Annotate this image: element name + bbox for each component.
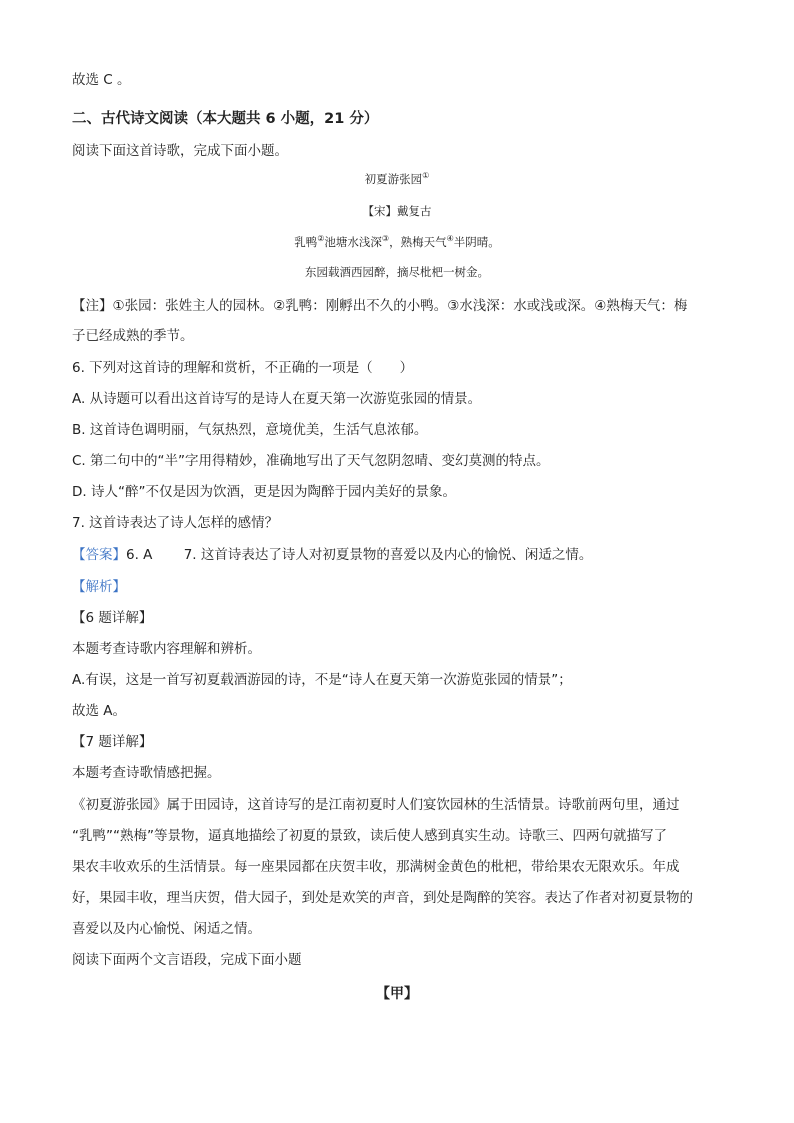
detail-6-line-2: A.有误，这是一首写初夏载酒游园的诗，不是“诗人在夏天第一次游览张园的情景”； — [72, 672, 572, 688]
detail-7-paragraph-3: 果农丰收欢乐的生活情景。每一座果园都在庆贺丰收，那满树金黄色的枇杷，带给果农无限欢乐。年成 — [72, 859, 680, 875]
question-6-stem: 6. 下列对这首诗的理解和赏析，不正确的一项是（ ） — [72, 360, 414, 376]
question-6-option-b: B. 这首诗色调明丽，气氛热烈，意境优美，生活气息浓郁。 — [72, 422, 428, 438]
answer-text: 6. A 7. 这首诗表达了诗人对初夏景物的喜爱以及内心的愉悦、闲适之情。 — [126, 547, 593, 563]
note-line-1: 【注】①张园：张姓主人的园林。②乳鸭：刚孵出不久的小鸭。③水浅深：水或浅或深。④熟梅天气：梅 — [72, 298, 688, 314]
next-instruction: 阅读下面两个文言语段，完成下面小题 — [72, 952, 302, 968]
detail-7-title: 【7 题详解】 — [72, 734, 153, 750]
poem-title: 初夏游张园① — [364, 171, 430, 186]
poem-line-2: 东园载酒西园醉，摘尽枇杷一树金。 — [305, 265, 489, 279]
note-line-2: 子已经成熟的季节。 — [72, 328, 194, 344]
question-6-option-d: D. 诗人“醉”不仅是因为饮酒，更是因为陶醉于园内美好的景象。 — [72, 484, 456, 500]
poem-line-1: 乳鸭②池塘水浅深③，熟梅天气④半阴晴。 — [294, 234, 500, 249]
detail-7-line-1: 本题考查诗歌情感把握。 — [72, 765, 221, 781]
detail-7-paragraph-1: 《初夏游张园》属于田园诗，这首诗写的是江南初夏时人们宴饮园林的生活情景。诗歌前两句里，通过 — [72, 797, 680, 813]
detail-6-line-1: 本题考查诗歌内容理解和辨析。 — [72, 641, 261, 657]
answer-line — [72, 545, 592, 565]
section-heading: 二、古代诗文阅读（本大题共 6 小题，21 分） — [72, 111, 379, 127]
question-6-option-c: C. 第二句中的“半”字用得精妙，准确地写出了天气忽阴忽晴、变幻莫测的特点。 — [72, 453, 550, 469]
detail-7-paragraph-2: “乳鸭”“熟梅”等景物，逼真地描绘了初夏的景致，读后使人感到真实生动。诗歌三、四两句就描写了 — [72, 828, 667, 844]
detail-7-paragraph-5: 喜爱以及内心愉悦、闲适之情。 — [72, 921, 261, 937]
reading-instruction: 阅读下面这首诗歌，完成下面小题。 — [72, 143, 288, 159]
poem-author: 【宋】戴复古 — [362, 204, 432, 218]
question-7-stem: 7. 这首诗表达了诗人怎样的感情？ — [72, 515, 279, 531]
next-heading: 【甲】 — [376, 986, 418, 1002]
question-6-option-a: A. 从诗题可以看出这首诗写的是诗人在夏天第一次游览张园的情景。 — [72, 391, 482, 407]
answer-label: 【答案】 — [72, 547, 126, 563]
detail-7-paragraph-4: 好，果园丰收，理当庆贺，借大园子，到处是欢笑的声音，到处是陶醉的笑容。表达了作者对初夏景物的 — [72, 890, 693, 906]
detail-6-line-3: 故选 A。 — [72, 703, 127, 719]
analysis-label: 【解析】 — [72, 579, 126, 595]
previous-answer: 故选 C 。 — [72, 72, 131, 88]
detail-6-title: 【6 题详解】 — [72, 610, 153, 626]
